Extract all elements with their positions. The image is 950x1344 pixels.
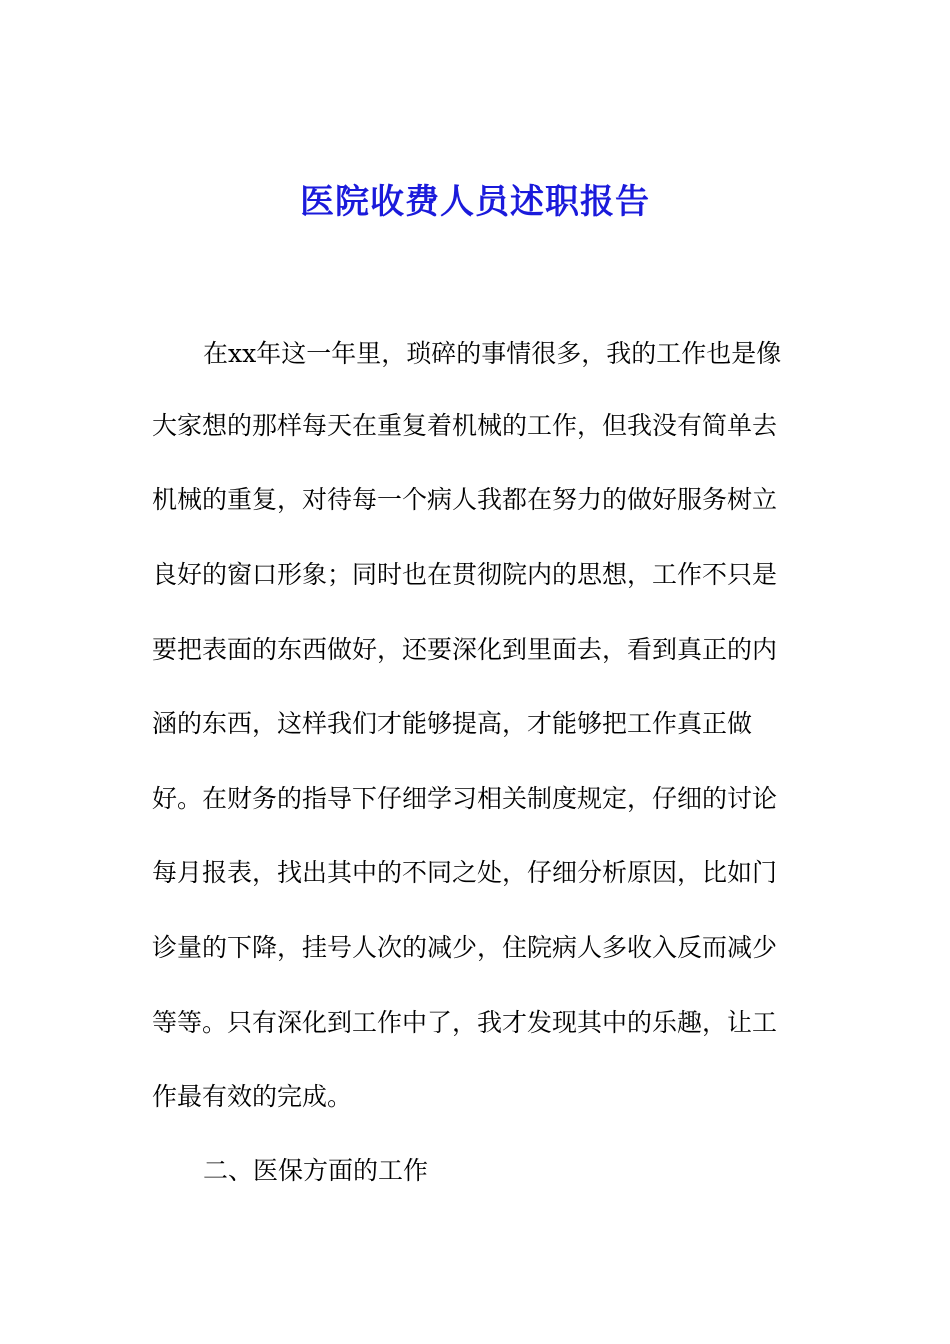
document-title: 医院收费人员述职报告 [300, 182, 650, 222]
paragraph-line: 作最有效的完成。 [152, 1082, 353, 1111]
paragraph-line: 等等。只有深化到工作中了，我才发现其中的乐趣，让工 [152, 1008, 778, 1037]
paragraph-line: 在xx年这一年里，琐碎的事情很多，我的工作也是像 [203, 339, 782, 368]
paragraph-line: 诊量的下降，挂号人次的减少，住院病人多收入反而减少 [152, 933, 778, 962]
paragraph-line: 大家想的那样每天在重复着机械的工作，但我没有简单去 [152, 411, 778, 440]
paragraph-line: 良好的窗口形象；同时也在贯彻院内的思想，工作不只是 [152, 560, 778, 589]
paragraph-line: 机械的重复，对待每一个病人我都在努力的做好服务树立 [152, 485, 778, 514]
paragraph-line: 每月报表，找出其中的不同之处，仔细分析原因，比如门 [152, 858, 778, 887]
paragraph-line: 好。在财务的指导下仔细学习相关制度规定，仔细的讨论 [152, 784, 778, 813]
paragraph-line: 要把表面的东西做好，还要深化到里面去，看到真正的内 [152, 635, 778, 664]
section-heading: 二、医保方面的工作 [203, 1156, 429, 1185]
paragraph-line: 涵的东西，这样我们才能够提高，才能够把工作真正做 [152, 709, 753, 738]
